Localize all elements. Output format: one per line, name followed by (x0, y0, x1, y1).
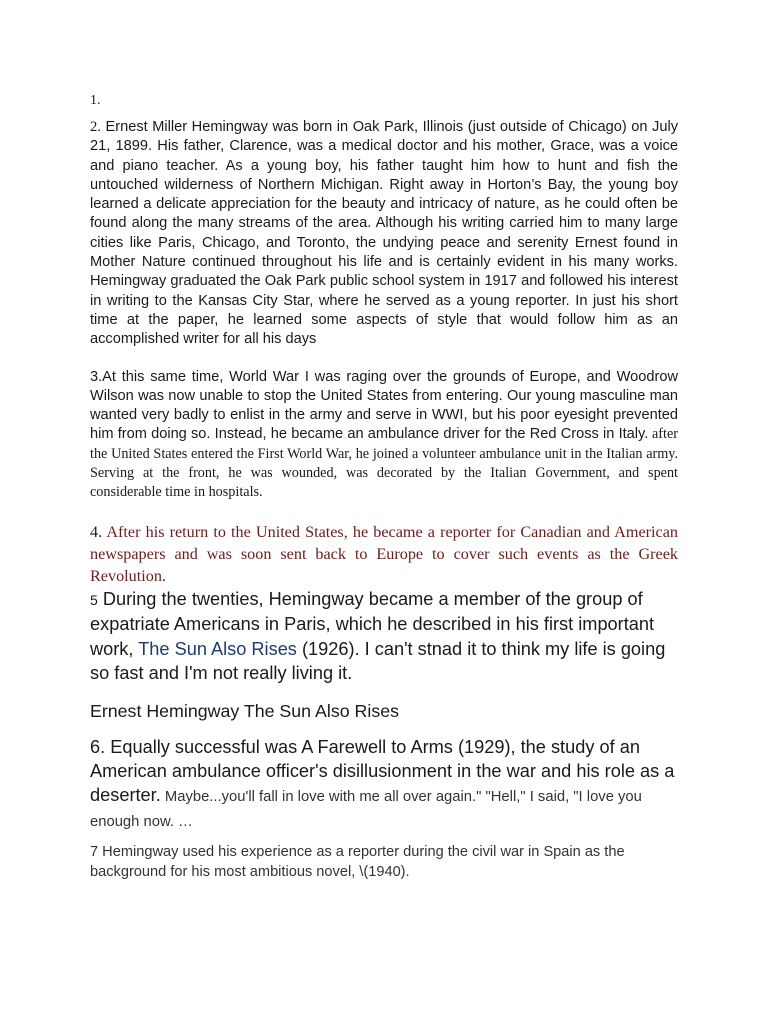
paragraph-4-text: After his return to the United States, he became a reporter for Canadian and American newspapers and was soon sent back to Europe to cover such events as the Greek Revolution. (90, 522, 678, 585)
paragraph-6-quote: Maybe...you'll fall in love with me all over again." "Hell," I said, "I love you enough now. … (90, 789, 642, 830)
paragraph-5 (90, 587, 678, 686)
section-heading: Ernest Hemingway The Sun Also Rises (90, 700, 400, 721)
paragraph-2 (90, 118, 678, 350)
paragraph-2-text: Ernest Miller Hemingway was born in Oak Park, Illinois (just outside of Chicago) on July 21, 1899. His father, Clarence, was a medical doctor and his mother, Grace, was a voice and piano teacher. As a young boy, his father taught him how to hunt and fish the untouched wilderness of Northern Michigan. Right away in Horton’s Bay, the young boy learned a delicate appreciation for the beauty and intricacy of nature, as he could often be found along the many streams of the area. Although his writing carried him to many large cities like Paris, Chicago, and Toronto, the undying peace and serenity Ernest found in Mother Nature continued throughout his life and is certainly evident in his many works. Hemingway graduated the Oak Park public school system in 1917 and followed his interest in writing to the Kansas City Star, where he served as a young reporter. In just his short time at the paper, he learned some aspects of style that would follow him as an accomplished writer for all his days (90, 119, 678, 348)
paragraph-6 (90, 735, 678, 832)
document-page (90, 92, 678, 882)
paragraph-6-text: 6. Equally successful was A Farewell to Arms (1929), the study of an American ambulance officer's disillusionment in the war and his role as a deserter. (90, 736, 675, 806)
paragraph-7: 7 Hemingway used his experience as a reporter during the civil war in Spain as the background for his most ambitious novel, \(1940). (90, 843, 625, 880)
paragraph-1: 1. (90, 93, 101, 108)
paragraph-4 (90, 521, 678, 587)
paragraph-5-text-a: During the twenties, Hemingway became a member of the group of expatriate Americans in Paris, which he described in his first important work, (90, 588, 655, 659)
paragraph-3-text-a: 3.At this same time, World War I was raging over the grounds of Europe, and Woodrow Wilson was now unable to stop the United States from entering. Our young masculine man wanted very badly to enlist in the army and serve in WWI, but his poor eyesight prevented him from doing so. Instead, he became an ambulance driver for the Red Cross in Italy. (90, 368, 678, 443)
sun-also-rises-link[interactable]: The Sun Also Rises (138, 638, 297, 659)
paragraph-3-text-b: after the United States entered the First World War, he joined a volunteer ambulance unit in the Italian army. Serving at the front, he was wounded, was decorated by the Italian Government, and spent considerable time in hospitals. (90, 426, 678, 501)
paragraph-2-number: 2. (90, 119, 101, 135)
paragraph-3 (90, 368, 678, 503)
paragraph-4-number: 4. (90, 522, 103, 541)
paragraph-5-number: 5 (90, 591, 98, 608)
paragraph-5-text-b: (1926). I can't stnad it to think my life is going so fast and I'm not really living it. (90, 638, 666, 684)
